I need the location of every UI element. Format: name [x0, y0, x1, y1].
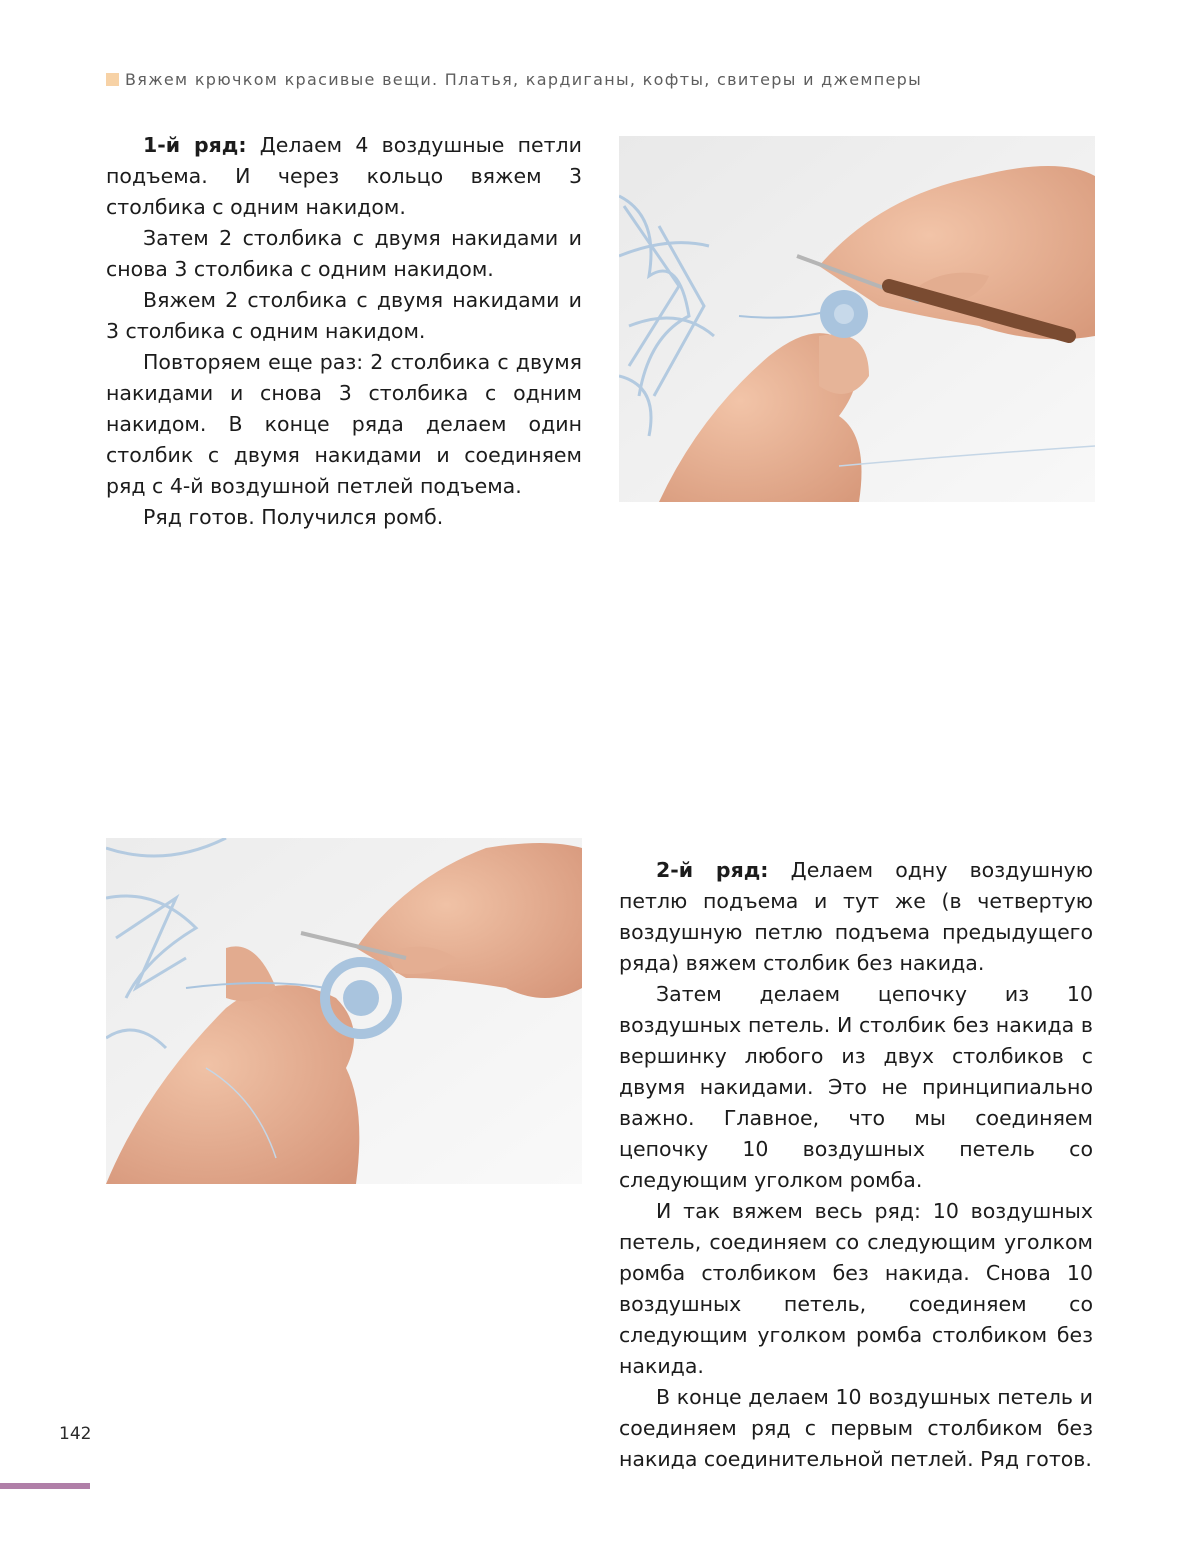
running-header — [106, 70, 1106, 89]
paragraph: И так вяжем весь ряд: 10 воздушных петель, соединяем со следующим уголком ромба столбиком без накида. Снова 10 воздушных петель, соединяем со следующим уголком ромба столбиком без накида. — [619, 1199, 1093, 1378]
paragraph: Повторяем еще раз: 2 столбика с двумя накидами и снова 3 столбика с одним накидом. В конце ряда делаем один столбик с двумя накидами и соединяем ряд с 4-й воздушной петлей подъема. — [106, 350, 582, 498]
paragraph: Затем 2 столбика с двумя накидами и снова 3 столбика с одним накидом. — [106, 226, 582, 281]
paragraph: Вяжем 2 столбика с двумя накидами и 3 столбика с одним накидом. — [106, 288, 582, 343]
paragraph: В конце делаем 10 воздушных петель и соединяем ряд с первым столбиком без накида соединительной петлей. Ряд готов. — [619, 1385, 1093, 1471]
row-1-instructions — [106, 130, 582, 533]
paragraph: Ряд готов. Получился ромб. — [143, 505, 444, 529]
row-heading: 2-й ряд: — [656, 858, 769, 882]
paragraph: 1-й ряд: Делаем 4 воздушные петли подъема. И через кольцо вяжем 3 столбика с одним накидом. — [106, 133, 582, 219]
header-square-marker — [106, 73, 119, 86]
row-heading: 1-й ряд: — [143, 133, 247, 157]
row-2-instructions — [619, 855, 1093, 1475]
paragraph: 2-й ряд: Делаем одну воздушную петлю подъема и тут же (в четвертую воздушную петлю подъема предыдущего ряда) вяжем столбик без накида. — [619, 858, 1093, 975]
paragraph: Затем делаем цепочку из 10 воздушных петель. И столбик без накида в вершинку любого из двух столбиков с двумя накидами. Это не принципиально важно. Главное, что мы соединяем цепочку 10 воздушных петель со следующим уголком ромба. — [619, 982, 1093, 1192]
book-title: Вяжем крючком красивые вещи. Платья, кардиганы, кофты, свитеры и джемперы — [125, 70, 923, 89]
photo-crochet-row-1 — [619, 136, 1095, 502]
photo-crochet-row-2 — [106, 838, 582, 1184]
page-number: 142 — [59, 1424, 92, 1444]
page-accent-bar — [0, 1483, 90, 1489]
